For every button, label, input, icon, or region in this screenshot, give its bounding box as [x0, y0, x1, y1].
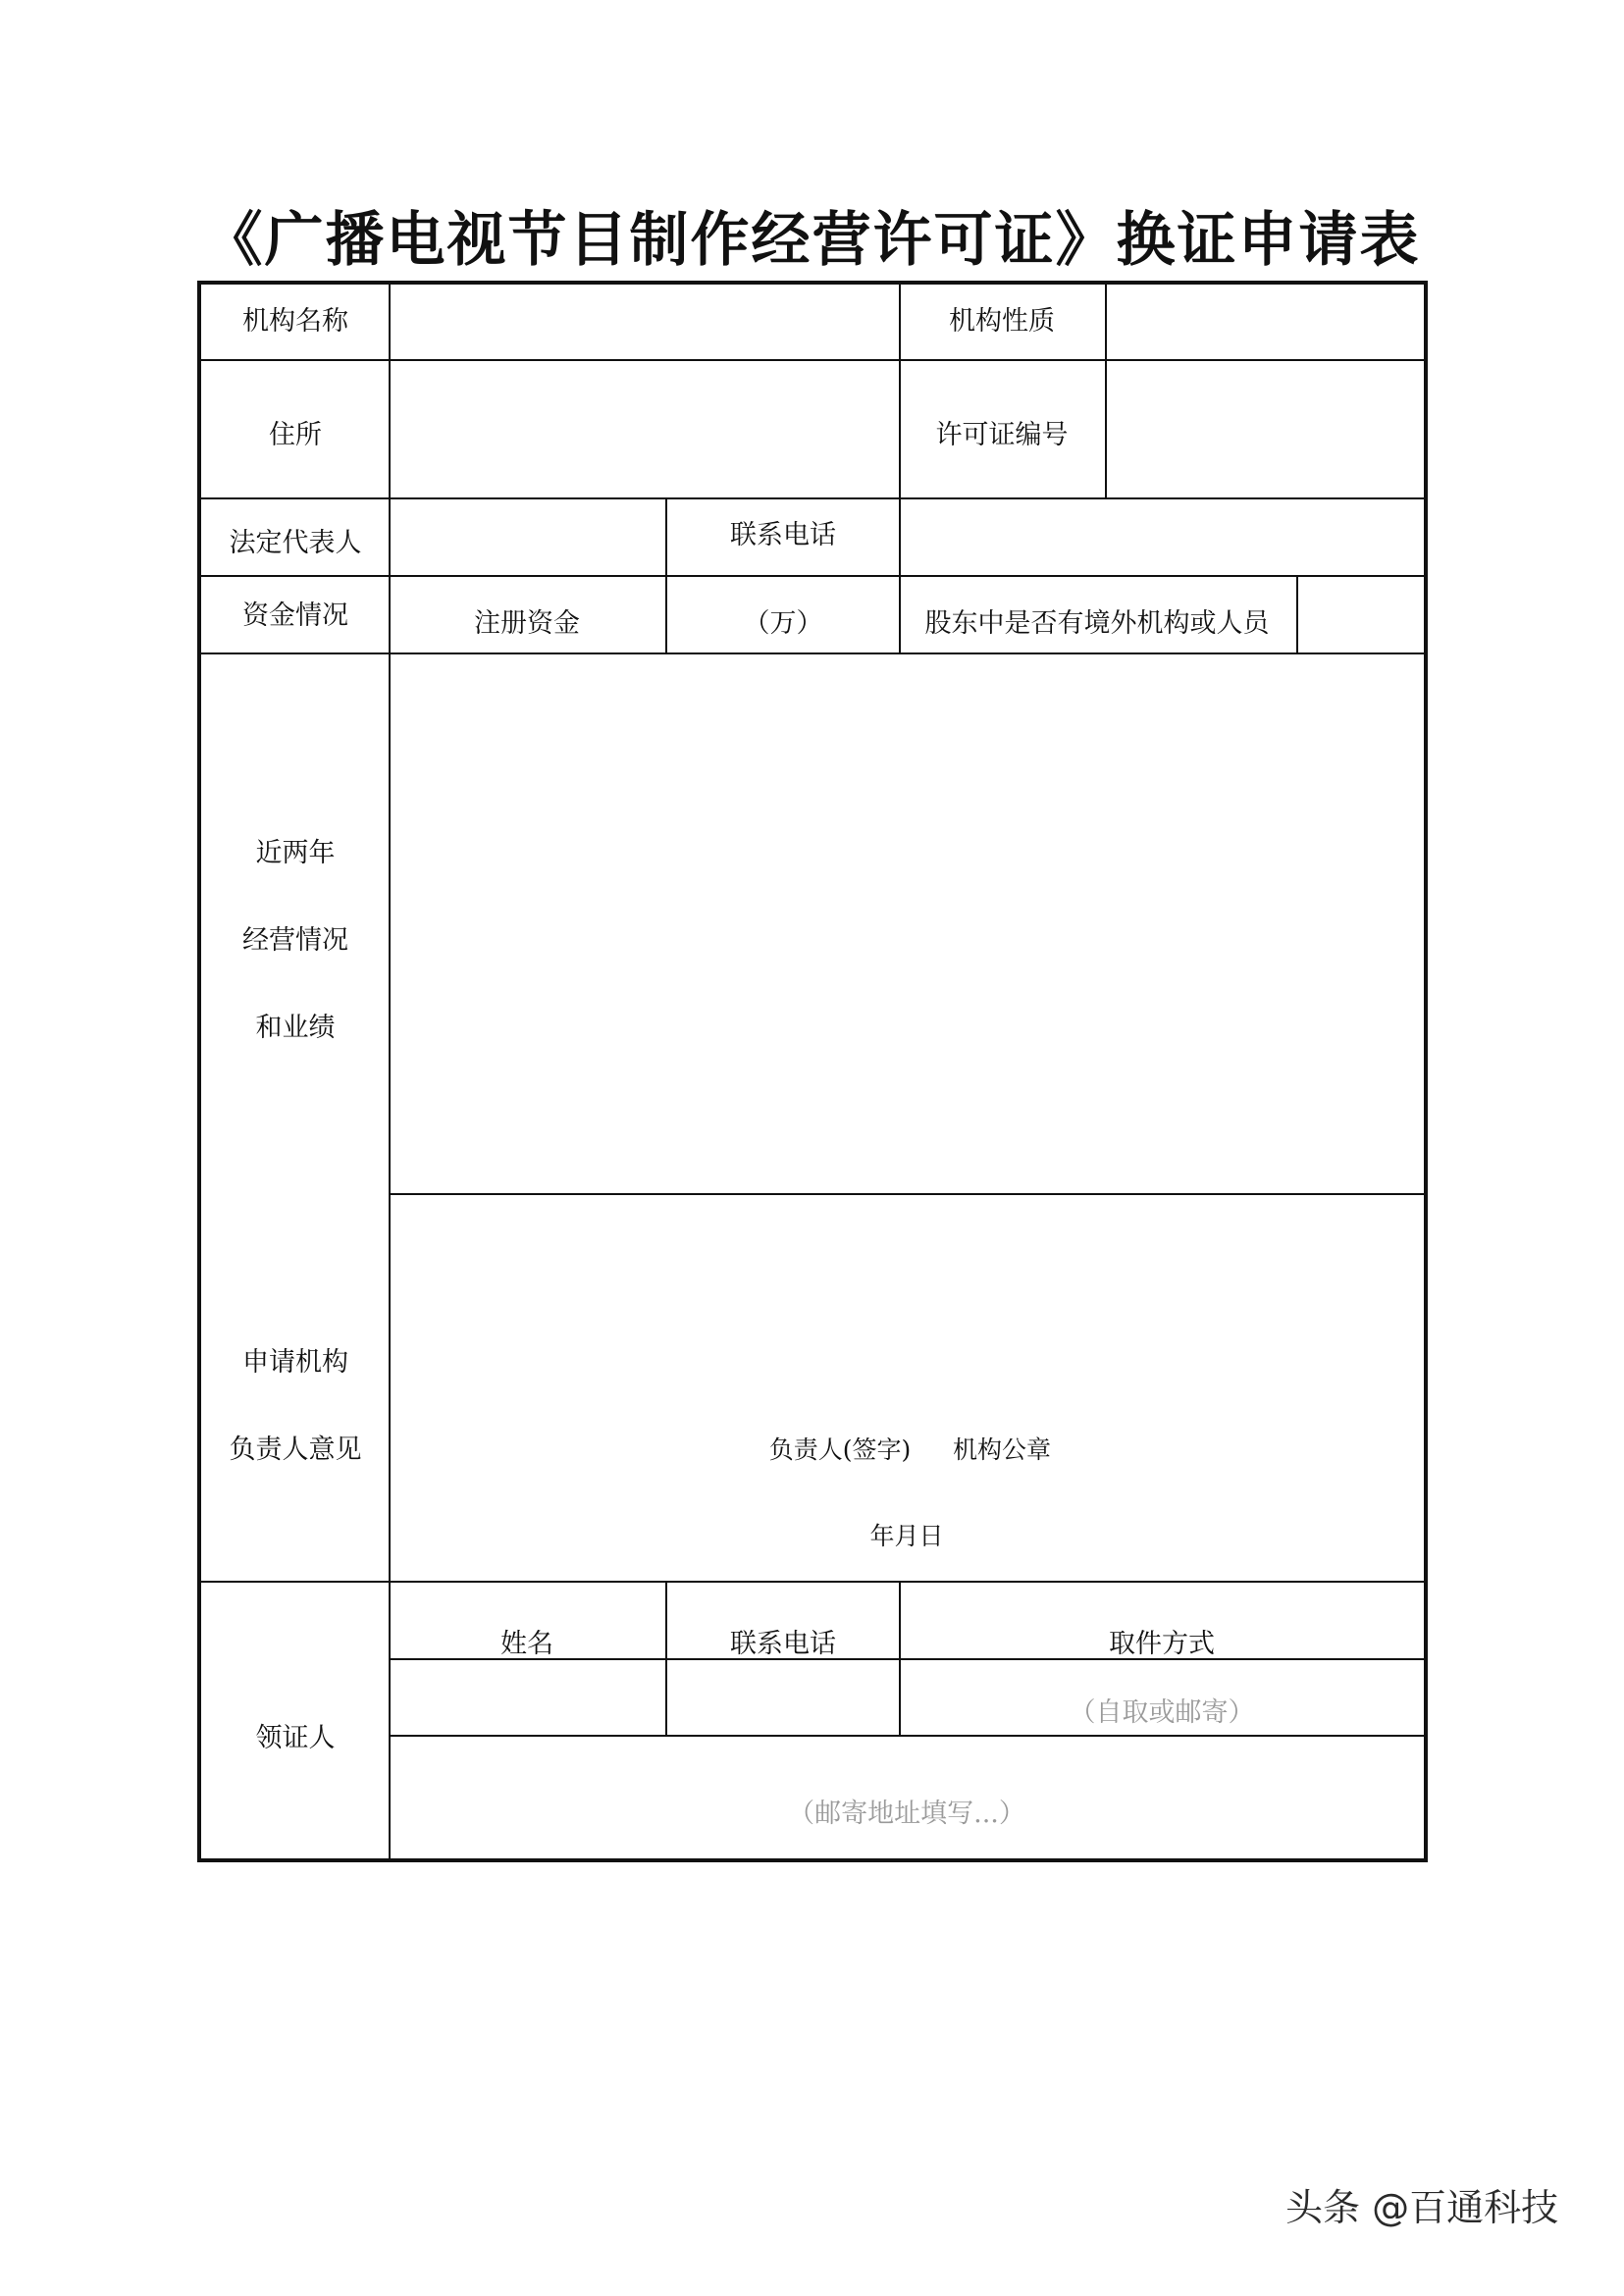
pickup-method-field[interactable]: （自取或邮寄） [1069, 1697, 1255, 1728]
label-org-nature: 机构性质 [949, 306, 1055, 337]
label-receiver-phone: 联系电话 [730, 1629, 836, 1659]
label-business-line3: 和业绩 [255, 1013, 336, 1043]
seal-label: 机构公章 [952, 1435, 1052, 1464]
label-contact-phone: 联系电话 [730, 520, 836, 550]
signature-label: 负责人(签字) [768, 1435, 912, 1464]
business-performance-field[interactable] [391, 654, 1424, 1193]
contact-phone-field[interactable] [901, 499, 1424, 575]
label-business-line1: 近两年 [255, 838, 336, 868]
date-label: 年月日 [869, 1522, 944, 1550]
mailing-address-field[interactable]: （邮寄地址填写...） [788, 1799, 1025, 1829]
label-foreign-shareholder: 股东中是否有境外机构或人员 [924, 608, 1270, 639]
label-opinion-line1: 申请机构 [242, 1347, 348, 1378]
label-registered-capital: 注册资金 [474, 608, 580, 639]
foreign-shareholder-field[interactable] [1298, 577, 1424, 652]
label-opinion-line2: 负责人意见 [229, 1435, 362, 1465]
label-org-name: 机构名称 [242, 306, 348, 337]
license-number-field[interactable] [1107, 361, 1424, 497]
page-title: 《广播电视节目制作经营许可证》换证申请表 [203, 206, 1421, 275]
receiver-name-field[interactable] [391, 1660, 665, 1735]
application-form-table [197, 281, 1428, 1862]
org-nature-field[interactable] [1107, 285, 1424, 359]
label-legal-representative: 法定代表人 [229, 528, 362, 558]
label-license-number: 许可证编号 [935, 420, 1069, 450]
org-name-field[interactable] [391, 285, 899, 359]
column-divider [665, 497, 667, 652]
receiver-phone-field[interactable] [667, 1660, 899, 1735]
registered-capital-unit[interactable]: （万） [743, 608, 823, 639]
label-address: 住所 [269, 420, 322, 450]
label-receiver-name: 姓名 [500, 1629, 553, 1659]
legal-representative-field[interactable] [391, 499, 665, 575]
watermark: 头条 @百通科技 [1285, 2186, 1559, 2229]
row-divider [389, 1735, 1424, 1737]
column-divider [899, 1581, 901, 1735]
row-divider [201, 575, 1424, 577]
row-divider [201, 1581, 1424, 1583]
label-pickup-method: 取件方式 [1109, 1629, 1215, 1659]
label-receiver: 领证人 [255, 1723, 336, 1753]
label-capital: 资金情况 [242, 600, 348, 631]
column-divider [899, 285, 901, 497]
address-field[interactable] [391, 361, 899, 497]
label-business-line2: 经营情况 [242, 925, 348, 956]
